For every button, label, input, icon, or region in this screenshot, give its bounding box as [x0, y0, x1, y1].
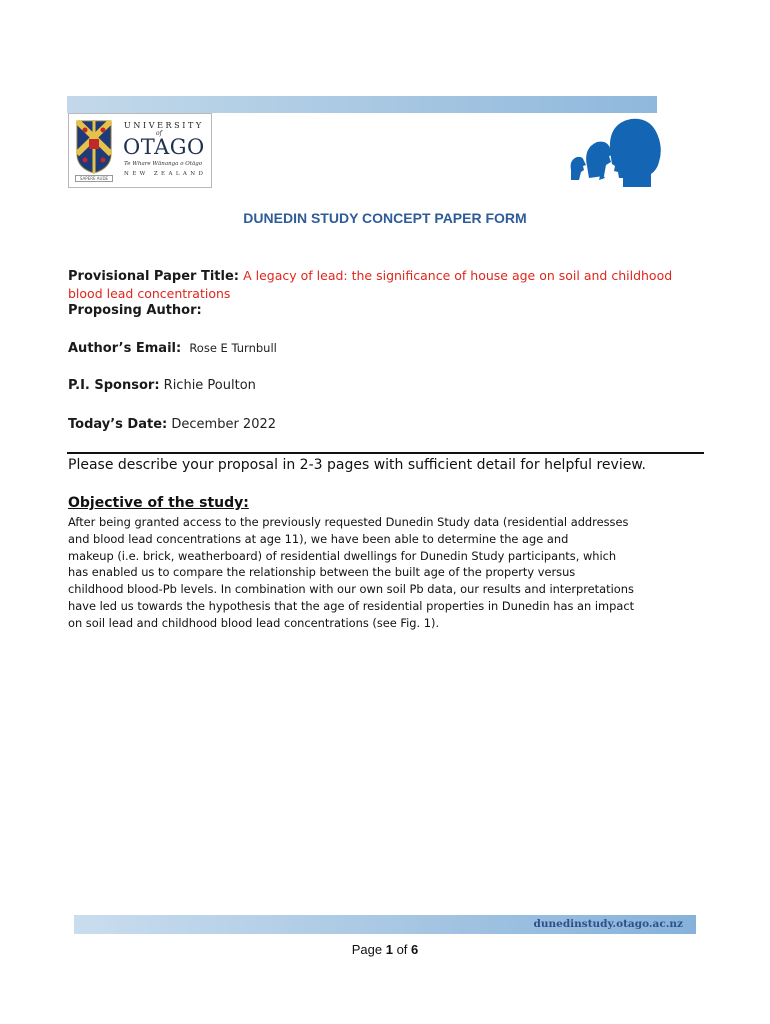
objective-line: on soil lead and childhood blood lead concentrations (see Fig. 1). [68, 615, 440, 630]
footer-url: dunedinstudy.otago.ac.nz [533, 918, 683, 930]
logo-maori-text: Te Whare Wānanga o Otāgo [124, 161, 203, 167]
objective-heading: Objective of the study: [68, 495, 249, 511]
objective-paragraph [68, 514, 702, 632]
proposing-author-label: Proposing Author: [68, 303, 202, 318]
logo-otago-text: OTAGO [123, 135, 205, 159]
objective-line: childhood blood-Pb levels. In combination with our own soil Pb data, our results and interpretations [68, 582, 634, 597]
page-total: 6 [411, 942, 419, 957]
pi-sponsor-label: P.I. Sponsor: [68, 378, 160, 393]
logo-new-zealand-text: NEW ZEALAND [124, 171, 207, 177]
author-email-label: Author’s Email: [68, 341, 182, 356]
header-banner [67, 96, 657, 113]
paper-title-value: A legacy of lead: the significance of house age on soil and childhood blood lead concentrations [68, 268, 673, 301]
todays-date-value: December 2022 [171, 417, 277, 432]
objective-line: makeup (i.e. brick, weatherboard) of residential dwellings for Dunedin Study participants, which [68, 548, 617, 563]
objective-line: After being granted access to the previously requested Dunedin Study data (residential addresses [68, 515, 629, 529]
page-of: of [396, 942, 408, 957]
todays-date-label: Today’s Date: [68, 417, 168, 432]
author-email-value: Rose E Turnbull [189, 341, 277, 355]
objective-line: and blood lead concentrations at age 11), we have been able to determine the age and [68, 531, 569, 546]
proposing-author-field [68, 303, 202, 318]
dunedin-study-heads-icon [565, 114, 669, 188]
pi-sponsor-field [68, 378, 256, 393]
section-divider [67, 452, 704, 454]
page-number [0, 942, 770, 957]
author-email-field [68, 341, 277, 356]
footer-banner [74, 915, 696, 934]
page-title: DUNEDIN STUDY CONCEPT PAPER FORM [243, 210, 527, 226]
logo-of-text: of [156, 130, 162, 137]
objective-line: have led us towards the hypothesis that the age of residential properties in Dunedin has an impact [68, 598, 635, 613]
paper-title-label: Provisional Paper Title: [68, 269, 239, 284]
otago-crest-icon [76, 120, 112, 174]
page-current: 1 [385, 942, 393, 957]
university-of-otago-logo [68, 113, 212, 188]
page-label: Page [351, 942, 383, 957]
pi-sponsor-value: Richie Poulton [163, 378, 256, 393]
provisional-paper-title-field [68, 267, 688, 303]
objective-line: has enabled us to compare the relationship between the built age of the property versus [68, 565, 576, 580]
logo-university-text: UNIVERSITY [124, 121, 204, 130]
instructions-text: Please describe your proposal in 2-3 pages with sufficient detail for helpful review. [68, 457, 646, 473]
crest-motto: SAPERE AUDE [75, 175, 113, 182]
todays-date-field [68, 417, 276, 432]
